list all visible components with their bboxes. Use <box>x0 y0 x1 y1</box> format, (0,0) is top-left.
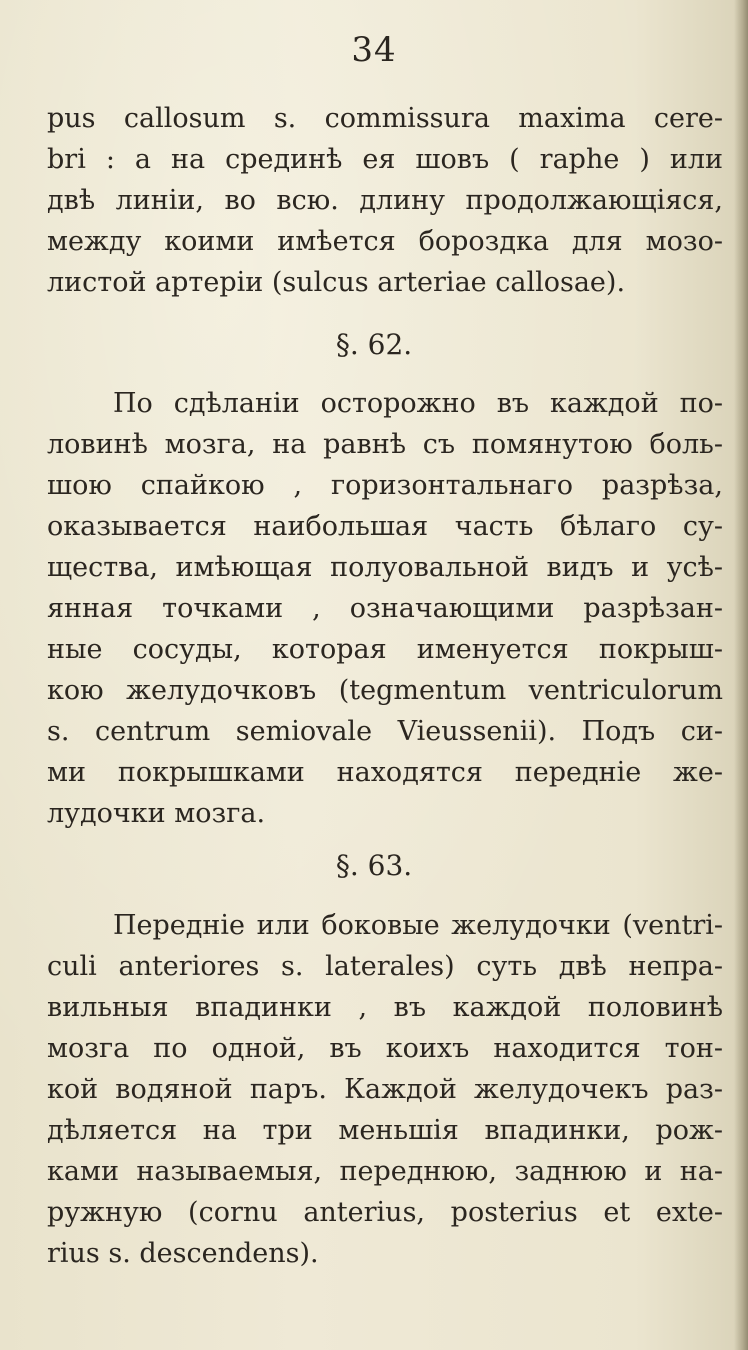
text-line: s. centrum semiovale Vieussenii). Подъ си- <box>47 716 723 747</box>
text-line: Передніе или боковые желудочки (ventri- <box>113 910 723 941</box>
page-number: 34 <box>351 30 397 70</box>
text-line: ловинѣ мозга, на равнѣ съ помянутою боль- <box>47 429 723 460</box>
text-line: кой водяной паръ. Каждой желудочекъ раз- <box>47 1074 723 1105</box>
section-heading-62: §. 62. <box>335 328 413 361</box>
text-line: оказывается наибольшая часть бѣлаго су- <box>47 511 723 542</box>
text-line: янная точками , означающими разрѣзан- <box>47 593 723 624</box>
text-line: rius s. descendens). <box>47 1238 319 1269</box>
text-line: шою спайкою , горизонтальнаго разрѣза, <box>47 470 723 501</box>
text-line: ные сосуды, которая именуется покрыш- <box>47 634 723 665</box>
text-line: лудочки мозга. <box>47 798 266 829</box>
paragraph-section-63 <box>47 905 723 1274</box>
text-line: ками называемыя, переднюю, заднюю и на- <box>47 1156 723 1187</box>
paragraph-continuation <box>47 98 723 303</box>
text-line: листой артеріи (sulcus arteriae callosae). <box>47 267 626 298</box>
text-line: щества, имѣющая полуовальной видъ и усѣ- <box>47 552 723 583</box>
text-line: pus callosum s. commissura maxima cere- <box>47 103 723 134</box>
text-line: ружную (cornu anterius, posterius et exte- <box>47 1197 723 1228</box>
text-line: вильныя впадинки , въ каждой половинѣ <box>47 992 723 1023</box>
text-line: между коими имѣется бороздка для мозо- <box>47 226 723 257</box>
page-edge-shadow <box>734 0 748 1350</box>
paragraph-section-62 <box>47 383 723 834</box>
text-line: кою желудочковъ (tegmentum ventriculorum <box>47 675 723 706</box>
text-line: двѣ линіи, во всю. длину продолжающіяся, <box>47 185 723 216</box>
text-line: дѣляется на три меньшія впадинки, рож- <box>47 1115 723 1146</box>
text-line: По сдѣланіи осторожно въ каждой по- <box>113 388 723 419</box>
text-line: bri : а на срединѣ ея шовъ ( raphe ) или <box>47 144 723 175</box>
text-line: culi anteriores s. laterales) суть двѣ непра- <box>47 951 723 982</box>
section-heading-63: §. 63. <box>335 849 413 882</box>
text-line: мозга по одной, въ коихъ находится тон- <box>47 1033 723 1064</box>
text-line: ми покрышками находятся передніе же- <box>47 757 723 788</box>
